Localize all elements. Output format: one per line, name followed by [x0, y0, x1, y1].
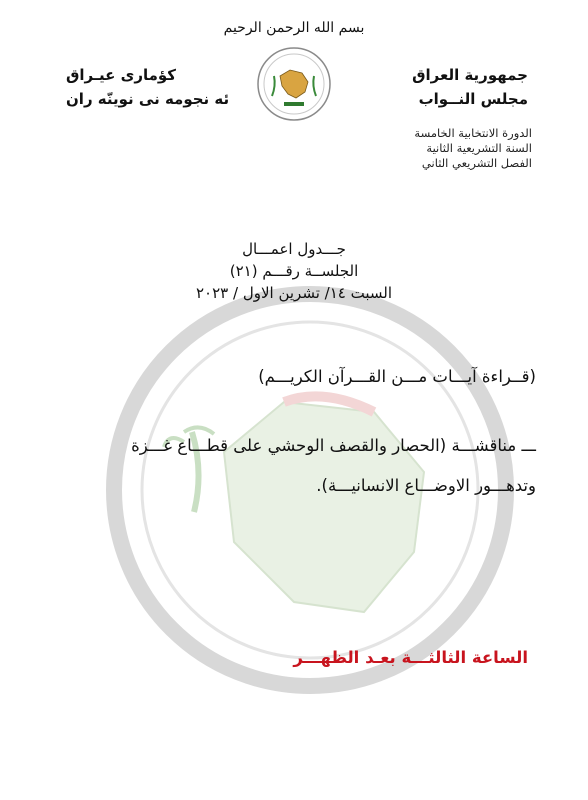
- header-parliament: مجلس النــواب: [418, 90, 528, 108]
- header-parliament-kurdish: ئه نجومه نى نوينّه ران: [66, 90, 230, 108]
- agenda-item-discussion-cont: وتدهـــور الاوضـــاع الانسانيـــة).: [316, 476, 536, 495]
- agenda-item-quran: (قــراءة آيـــات مـــن القـــرآن الكريـــم): [258, 367, 536, 386]
- parliament-emblem-logo: [256, 46, 332, 122]
- session-year: السنة التشريعية الثانية: [426, 141, 532, 155]
- header-country: جمهورية العراق: [412, 66, 528, 84]
- basmala: بسم الله الرحمن الرحيم: [223, 20, 365, 36]
- session-number: الجلســة رقـــم (٢١): [229, 262, 359, 280]
- session-time-note: الساعة الثالثـــة بعـد الظهـــر: [293, 648, 528, 667]
- header-country-kurdish: كؤمارى عيـراق: [66, 66, 177, 84]
- session-term: الفصل التشريعي الثاني: [421, 156, 532, 170]
- agenda-title: جـــدول اعمـــال: [242, 240, 346, 258]
- session-cycle: الدورة الانتخابية الخامسة: [414, 126, 532, 140]
- session-date: السبت ١٤/ تشرين الاول / ٢٠٢٣: [196, 284, 392, 302]
- agenda-item-discussion: ـــ مناقشـــة (الحصار والقصف الوحشي على قطـــاع غـــزة: [131, 436, 536, 455]
